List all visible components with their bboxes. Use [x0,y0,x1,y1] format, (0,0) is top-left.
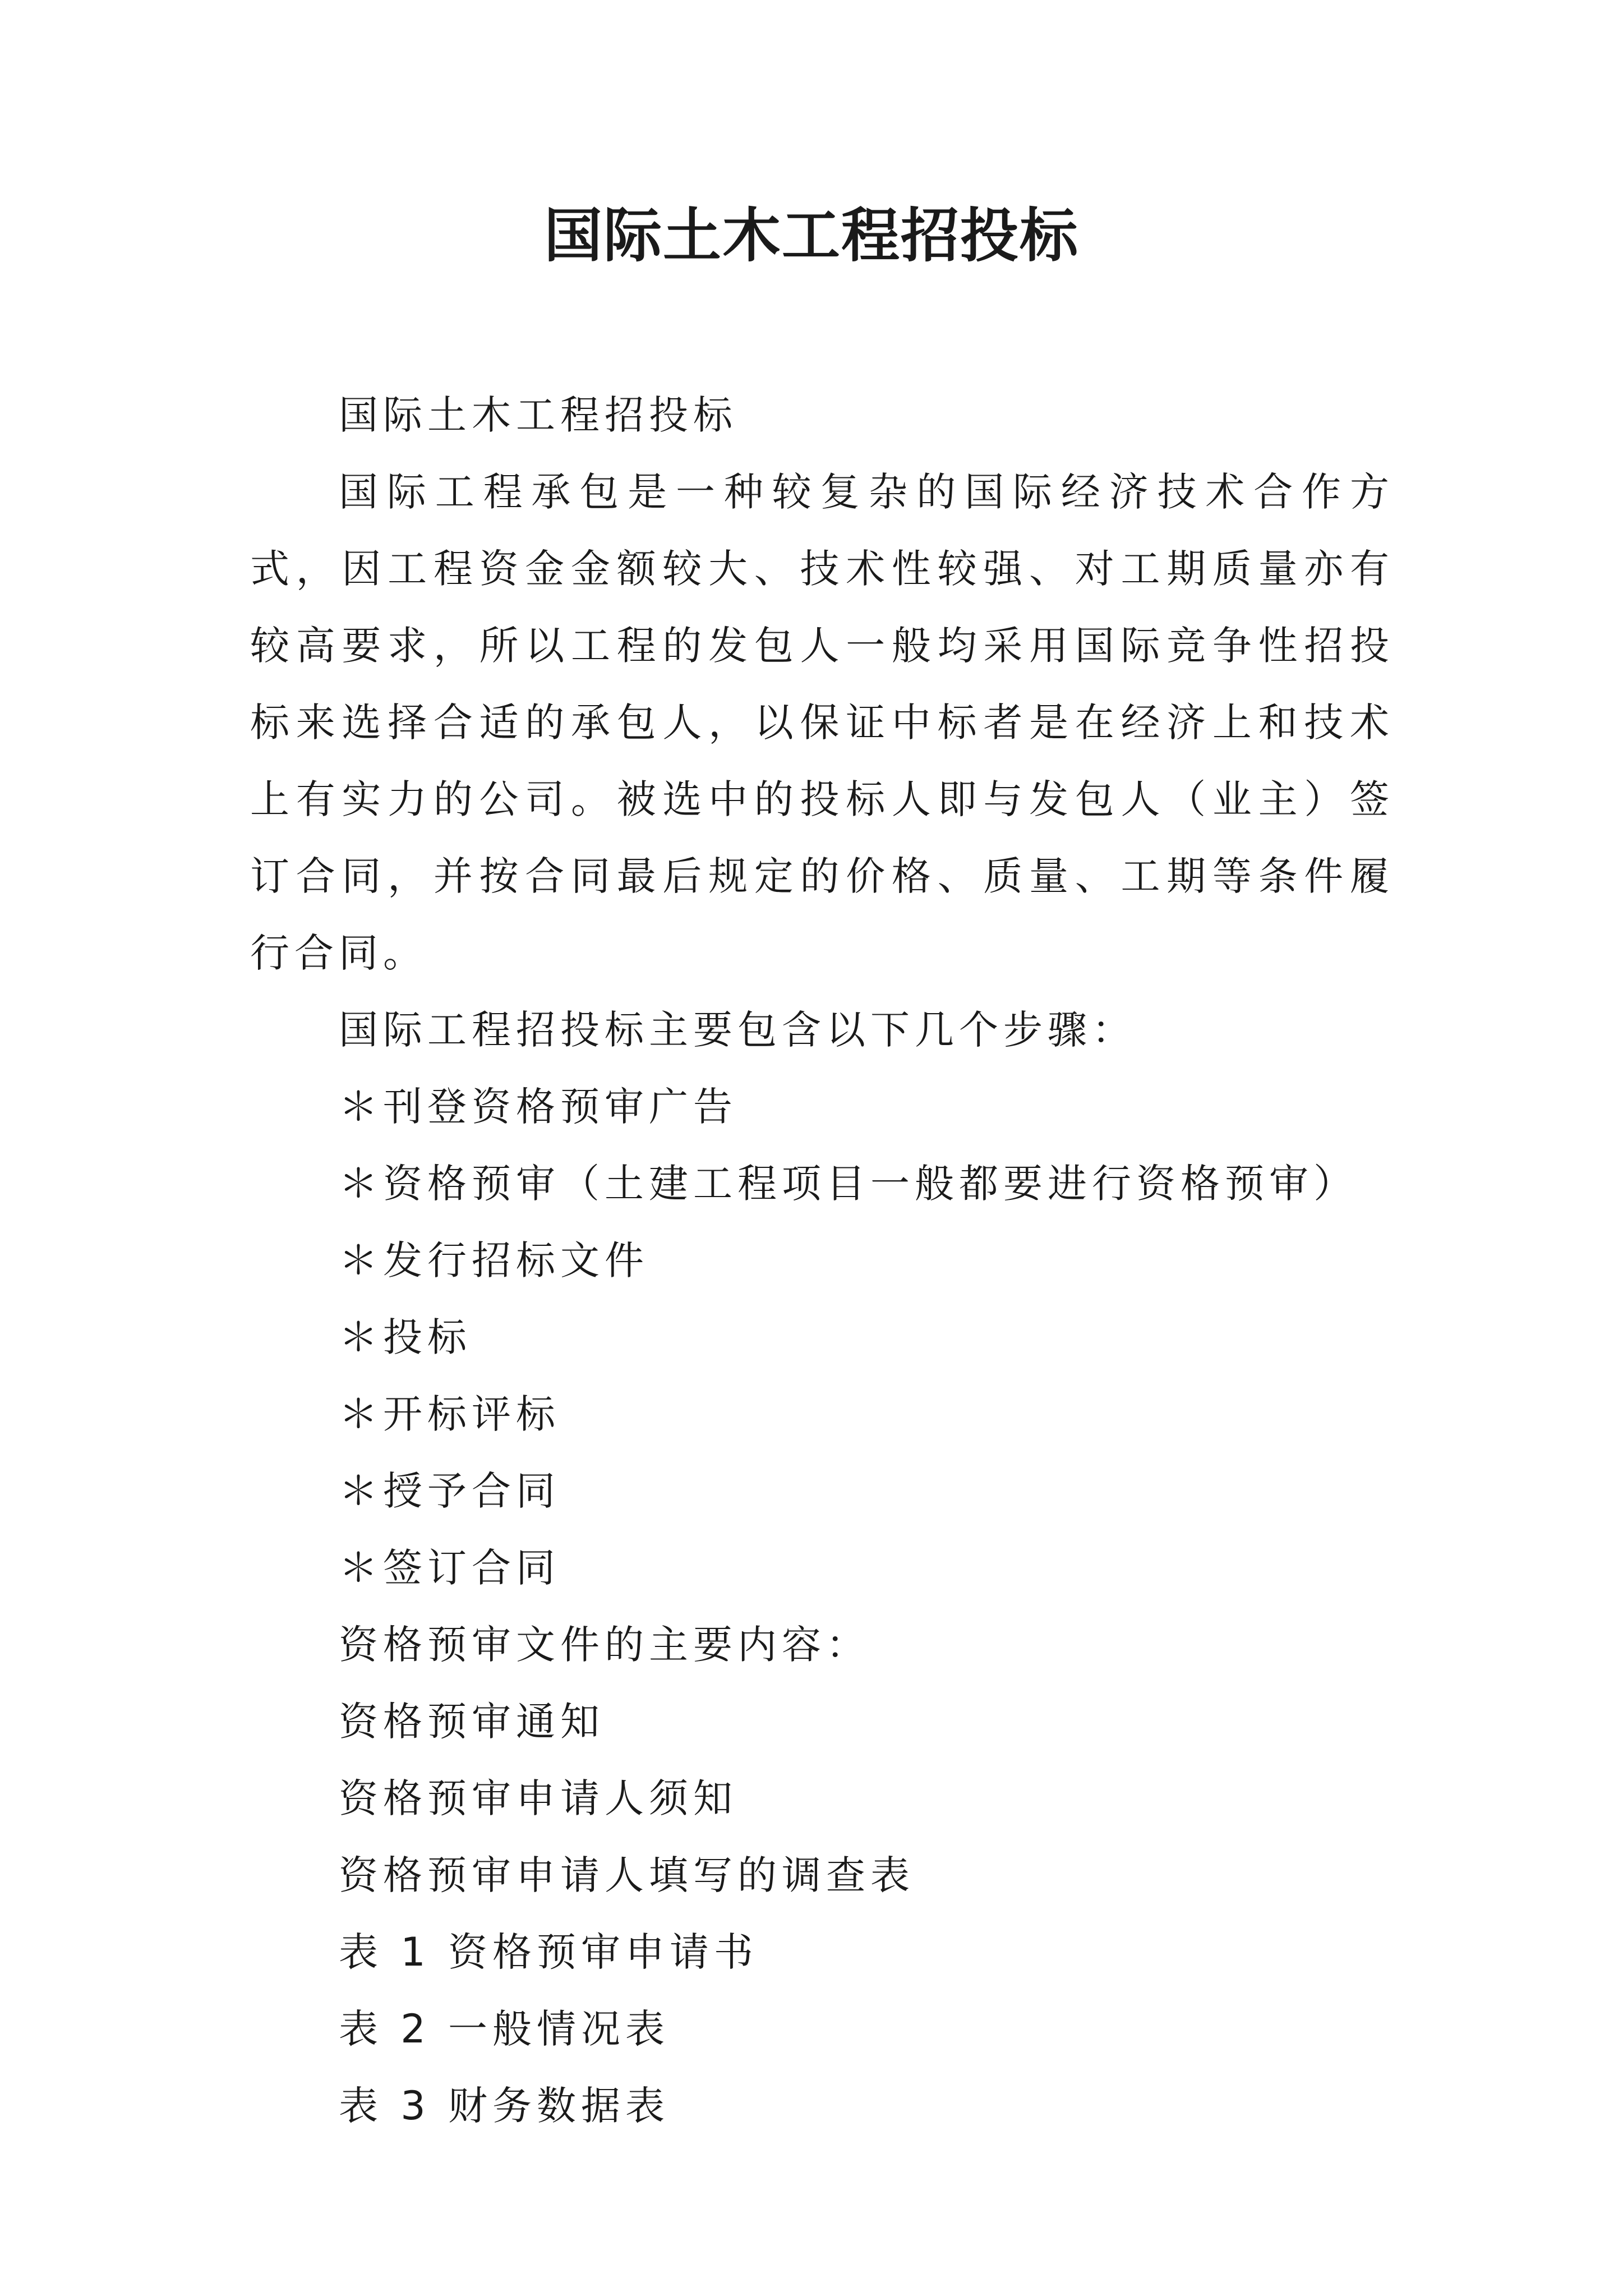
step-item: ＊刊登资格预审广告 [339,1084,737,1130]
contents-item: 表 1 资格预审申请书 [339,1929,759,1975]
steps-heading: 国际工程招投标主要包含以下几个步骤： [339,1007,1136,1053]
contents-item: 资格预审申请人填写的调查表 [339,1852,915,1898]
contents-item: 资格预审申请人须知 [339,1775,737,1821]
step-item: ＊资格预审（土建工程项目一般都要进行资格预审） [339,1161,1358,1207]
contents-item: 资格预审通知 [339,1699,605,1745]
step-item: ＊发行招标文件 [339,1237,649,1283]
step-item: ＊投标 [339,1314,472,1360]
step-item: ＊授予合同 [339,1468,560,1514]
step-item: ＊开标评标 [339,1391,560,1437]
document-body [250,377,1394,2145]
intro-paragraph: 国际工程承包是一种较复杂的国际经济技术合作方式，因工程资金金额较大、技术性较强、对工期质量亦有较高要求，所以工程的发包人一般均采用国际竞争性招投标来选择合适的承包人，以保证中标者是在经济上和技术上有实力的公司。被选中的投标人即与发包人（业主）签订合同，并按合同最后规定的价格、质量、工期等条件履行合同。 [250,469,1394,976]
subtitle-line: 国际土木工程招投标 [339,392,737,438]
contents-item: 表 2 一般情况表 [339,2006,670,2052]
contents-heading: 资格预审文件的主要内容： [339,1622,870,1668]
step-item: ＊签订合同 [339,1545,560,1591]
document-title: 国际土木工程招投标 [543,201,1079,270]
contents-item: 表 3 财务数据表 [339,2083,670,2129]
